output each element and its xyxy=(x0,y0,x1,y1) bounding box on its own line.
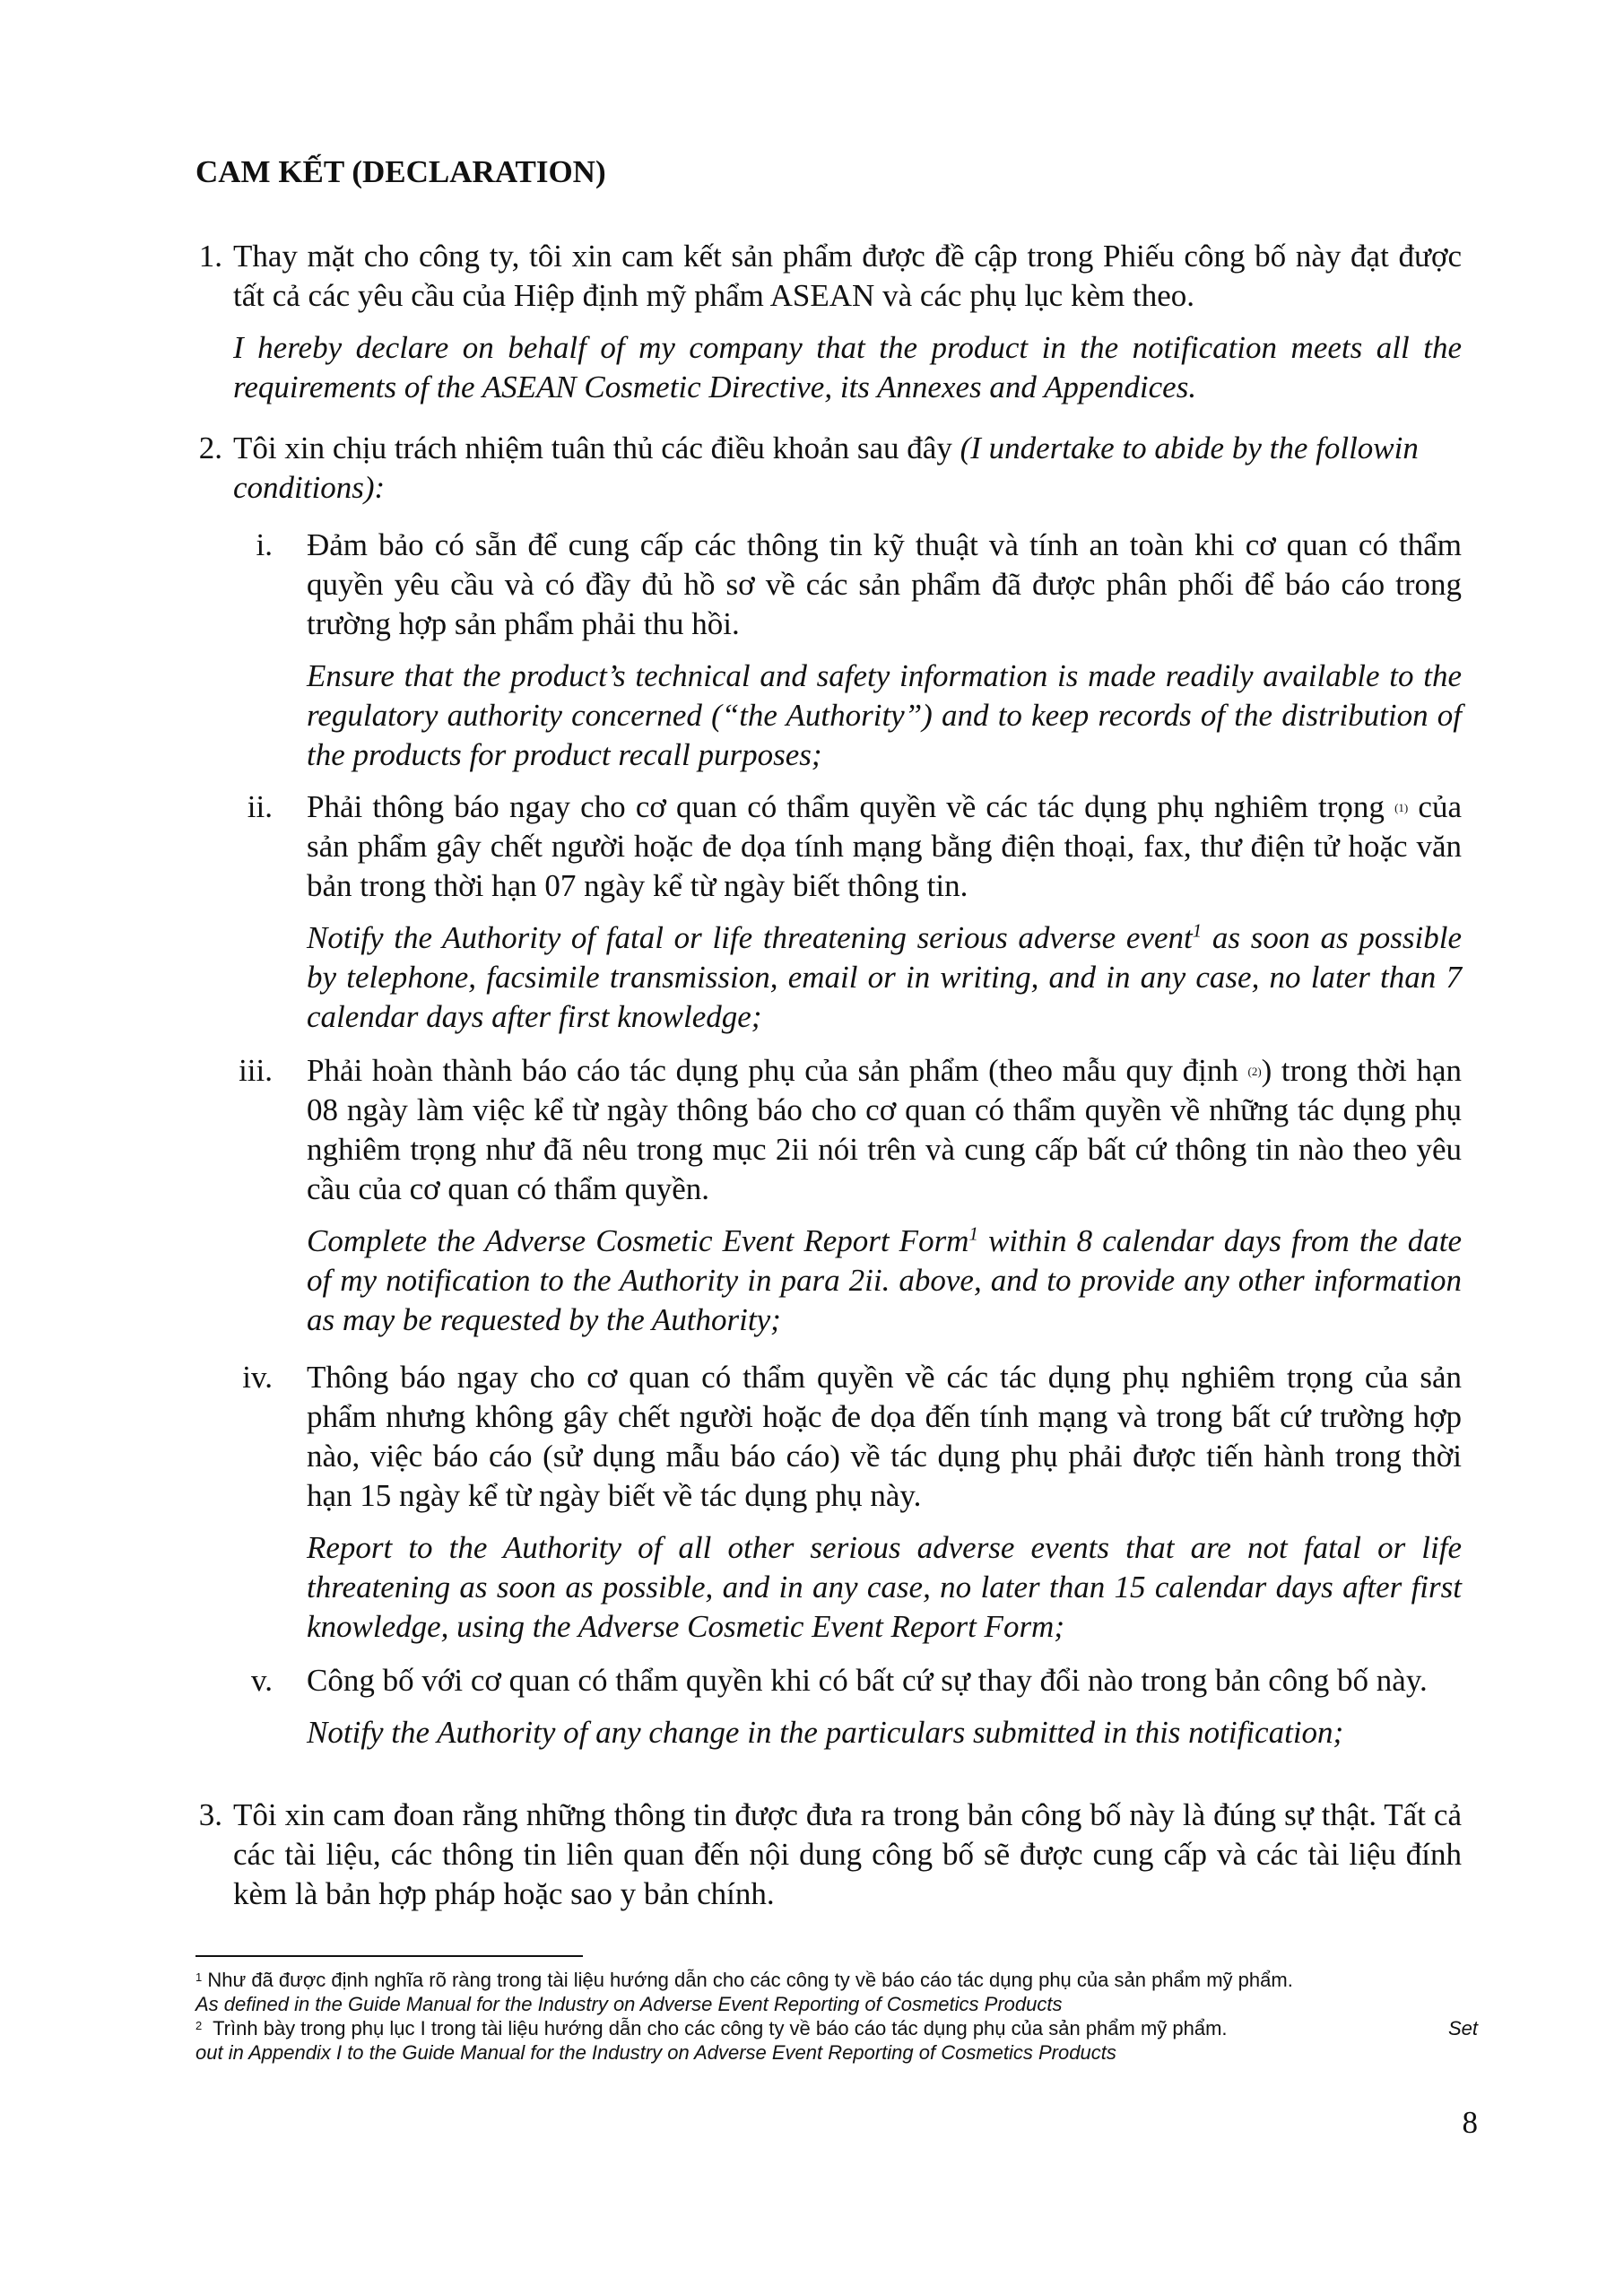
sub-item-text-en: Notify the Authority of fatal or life threatening serious adverse event$^1$ as soon as possible by telephone, facsimile transmission, email or in writing, and in any case, no later than 7 calendar days after first knowledge; xyxy=(307,919,1463,1034)
sub-item-number: v. xyxy=(251,1663,273,1698)
sub-item-i xyxy=(195,526,1462,775)
footnote-2-en: out in Appendix I to the Guide Manual for the Industry on Adverse Event Reporting of Cosmetics Products xyxy=(195,2041,1116,2064)
page-number: 8 xyxy=(1462,2105,1478,2140)
sub-item-text-en: Report to the Authority of all other serious adverse events that are not fatal or life threatening as soon as possible, and in any case, no later than 15 calendar days after first knowledge, using the Adverse Cosmetic Event Report Form; xyxy=(307,1530,1462,1644)
footnote-1-vi: $^1$ Như đã được định nghĩa rõ ràng trong tài liệu hướng dẫn cho các công ty về báo cáo tác dụng phụ của sản phẩm mỹ phẩm. xyxy=(195,1969,1293,1991)
declaration-item-2 xyxy=(195,429,1462,508)
footnote-ref: (1) xyxy=(1394,801,1409,814)
sub-item-iv xyxy=(195,1358,1462,1647)
item-number: 2. xyxy=(198,430,222,465)
footnote-ref: (2) xyxy=(1247,1065,1262,1078)
footnote-2-vi: $^2$ Trình bày trong phụ lục I trong tài liệu hướng dẫn cho các công ty về báo cáo tác dụng phụ của sản phẩm mỹ phẩm. Set xyxy=(195,2017,1478,2039)
page-title: CAM KẾT (DECLARATION) xyxy=(195,154,606,189)
footnote-ref: 1 xyxy=(968,1222,978,1245)
footnote-2 xyxy=(195,2016,1478,2065)
item-text-en: I hereby declare on behalf of my company that the product in the notification meets all the requirements of the ASEAN Cosmetic Directive, its Annexes and Appendices. xyxy=(233,330,1462,404)
sub-item-text-en: Ensure that the product’s technical and safety information is made readily available to the regulatory authority concerned (“the Authority”) and to keep records of the distribution of the products for product recall purposes; xyxy=(307,658,1462,772)
sub-item-text-vi: Công bố với cơ quan có thẩm quyền khi có bất cứ sự thay đổi nào trong bản công bố này. xyxy=(307,1663,1428,1698)
sub-item-ii xyxy=(195,787,1462,1037)
sub-item-text-vi: Đảm bảo có sẵn để cung cấp các thông tin kỹ thuật và tính an toàn khi cơ quan có thẩm quyền yêu cầu và có đầy đủ hồ sơ về các sản phẩm đã được phân phối để báo cáo trong trường hợp sản phẩm phải thu hồi. xyxy=(307,527,1462,641)
sub-item-text-vi: Phải hoàn thành báo cáo tác dụng phụ của sản phẩm (theo mẫu quy định (2)) trong thời hạn 08 ngày làm việc kể từ ngày thông báo cho cơ quan có thẩm quyền về những tác dụng phụ nghiêm trọng như đã nêu trong mục 2ii nói trên và cung cấp bất cứ thông tin nào theo yêu cầu của cơ quan có thẩm quyền. xyxy=(307,1053,1463,1206)
sub-item-text-vi: Thông báo ngay cho cơ quan có thẩm quyền về các tác dụng phụ nghiêm trọng của sản phẩm nhưng không gây chết người hoặc đe dọa đến tính mạng và trong bất cứ trường hợp nào, việc báo cáo (sử dụng mẫu báo cáo) về tác dụng phụ phải được tiến hành trong thời hạn 15 ngày kể từ ngày biết về tác dụng phụ này. xyxy=(307,1360,1462,1513)
footnote-1-en: As defined in the Guide Manual for the Industry on Adverse Event Reporting of Cosmetics Products xyxy=(195,1993,1063,2015)
sub-item-text-en: Complete the Adverse Cosmetic Event Report Form$^1$ within 8 calendar days from the date of my notification to the Authority in para 2ii. above, and to provide any other information as may be requested by the Authority; xyxy=(307,1222,1462,1337)
sub-item-number: i. xyxy=(256,527,273,562)
item-number: 1. xyxy=(198,239,222,274)
declaration-item-1 xyxy=(195,237,1462,407)
item-text-en: (I undertake to abide by the followin conditions): xyxy=(233,430,1419,505)
sub-item-text-vi: Phải thông báo ngay cho cơ quan có thẩm quyền về các tác dụng phụ nghiêm trọng (1) của sản phẩm gây chết người hoặc đe dọa tính mạng bằng điện thoại, fax, thư điện tử hoặc văn bản trong thời hạn 07 ngày kể từ ngày biết thông tin. xyxy=(307,789,1462,903)
declaration-item-3 xyxy=(195,1796,1462,1914)
sub-item-number: iv. xyxy=(242,1360,273,1395)
sub-item-number: iii. xyxy=(239,1053,273,1088)
item-text-vi: Tôi xin chịu trách nhiệm tuân thủ các điều khoản sau đây xyxy=(233,430,952,465)
item-text-vi: Tôi xin cam đoan rằng những thông tin được đưa ra trong bản công bố này là đúng sự thật. Tất cả các tài liệu, các thông tin liên quan đến nội dung công bố sẽ được cung cấp và các tài liệu đính kèm là bản hợp pháp hoặc sao y bản chính. xyxy=(233,1797,1462,1911)
sub-item-iii xyxy=(195,1051,1462,1340)
sub-item-v xyxy=(195,1661,1462,1752)
item-text-vi: Thay mặt cho công ty, tôi xin cam kết sản phẩm được đề cập trong Phiếu công bố này đạt được tất cả các yêu cầu của Hiệp định mỹ phẩm ASEAN và các phụ lục kèm theo. xyxy=(233,239,1462,313)
sub-item-text-en: Notify the Authority of any change in the particulars submitted in this notification; xyxy=(307,1715,1344,1750)
item-number: 3. xyxy=(198,1797,222,1832)
sub-item-number: ii. xyxy=(247,789,273,824)
footnote-1 xyxy=(195,1968,1478,2016)
item-text xyxy=(233,429,1462,508)
footnote-ref: 1 xyxy=(1192,919,1203,942)
footnote-separator xyxy=(195,1955,583,1957)
